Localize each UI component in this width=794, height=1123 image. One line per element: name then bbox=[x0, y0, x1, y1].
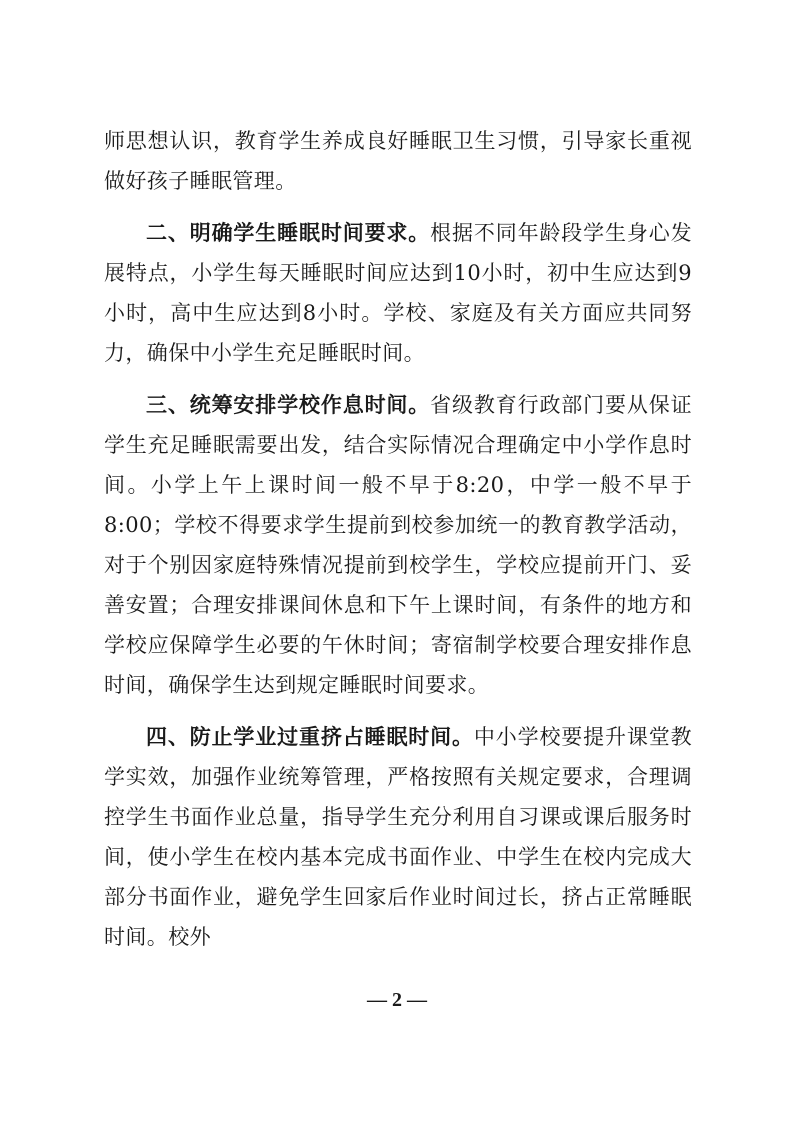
paragraph-4-text: 中小学校要提升课堂教学实效，加强作业统筹管理，严格按照有关规定要求，合理调控学生书面作业总量，指导学生充分利用自习课或课后服务时间，使小学生在校内基本完成书面作业、中学生在校内完成大部分书面作业，避免学生回家后作业时间过长，挤占正常睡眠时间。校外 bbox=[104, 725, 692, 949]
paragraph-3-heading: 三、统筹安排学校作息时间。 bbox=[146, 393, 431, 417]
paragraph-3-text: 省级教育行政部门要从保证学生充足睡眠需要出发，结合实际情况合理确定中小学作息时间。小学上午上课时间一般不早于8:20，中学一般不早于8:00；学校不得要求学生提前到校参加统一的教育教学活动，对于个别因家庭特殊情况提前到校学生，学校应提前开门、妥善安置；合理安排课间休息和下午上课时间，有条件的地方和学校应保障学生必要的午休时间；寄宿制学校要合理安排作息时间，确保学生达到规定睡眠时间要求。 bbox=[104, 393, 692, 697]
paragraph-1-text: 师思想认识，教育学生养成良好睡眠卫生习惯，引导家长重视做好孩子睡眠管理。 bbox=[104, 129, 692, 193]
paragraph-4-heading: 四、防止学业过重挤占睡眠时间。 bbox=[146, 725, 474, 749]
paragraph-school-schedule bbox=[104, 385, 692, 705]
document-body bbox=[104, 121, 692, 969]
page-number: — 2 — bbox=[367, 989, 427, 1011]
paragraph-2-text: 根据不同年龄段学生身心发展特点，小学生每天睡眠时间应达到10小时，初中生应达到9小时，高中生应达到8小时。学校、家庭及有关方面应共同努力，确保中小学生充足睡眠时间。 bbox=[104, 221, 692, 365]
paragraph-academic-burden bbox=[104, 717, 692, 957]
paragraph-continuation bbox=[104, 121, 692, 201]
paragraph-sleep-time-requirements bbox=[104, 213, 692, 373]
paragraph-2-heading: 二、明确学生睡眠时间要求。 bbox=[146, 221, 431, 245]
